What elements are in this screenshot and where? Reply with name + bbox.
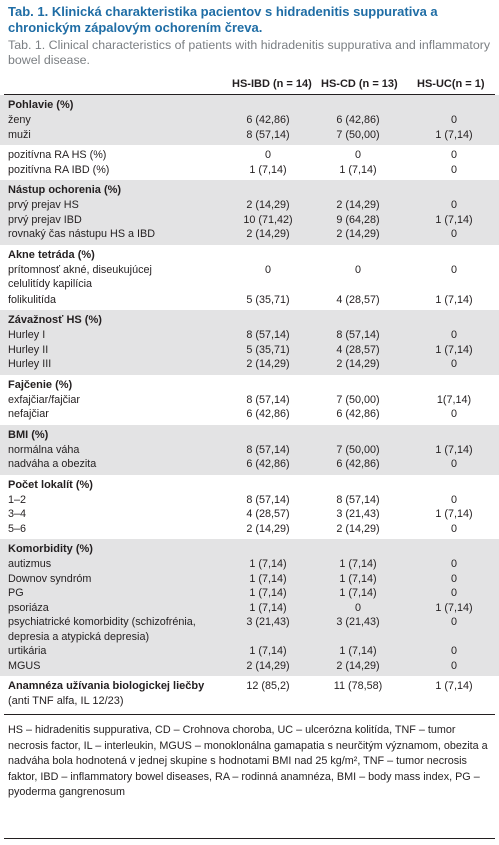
cell-hs-uc: 0 — [450, 458, 457, 470]
cell-hs-uc: 0 — [450, 408, 457, 420]
cell-hs-ibd: 6 (42,86) — [246, 408, 290, 420]
table-row — [0, 263, 499, 292]
row-label: pozitívna RA IBD (%) — [8, 163, 110, 176]
section-title: Počet lokalít (%) — [8, 478, 93, 491]
cell-hs-ibd: 2 (14,29) — [246, 659, 290, 672]
table-row — [0, 293, 499, 308]
cell-hs-uc: 1 (7,14) — [435, 213, 473, 226]
table-footnote: HS – hidradenitis suppurativa, CD – Crohnova choroba, UC – ulcerózna kolitída, TNF – tumor necrosis factor, IL – interleukin, MGUS – monoklonálna gamapatia s neurčitým významom, obezita a nadváha bola hodnotená v jednej skupine s hodnotami BMI nad 25 kg/m², TNF – tumor necrosis faktor, IBD – inflammatory bowel diseases, RA – rodinná anamnéza, BMI – body mass index, PG – pyoderma gangrenosum — [8, 724, 488, 798]
table-row — [0, 601, 499, 616]
row-label: folikulitída — [8, 293, 57, 306]
cell-hs-uc: 1 (7,14) — [435, 680, 473, 692]
cell-hs-uc: 0 — [450, 587, 457, 599]
cell-hs-uc: 1 (7,14) — [435, 343, 473, 356]
cell-hs-ibd: 8 (57,14) — [246, 443, 290, 456]
section-komorbidity — [0, 539, 499, 676]
cell-hs-ibd: 1 (7,14) — [249, 572, 287, 585]
section-title: Fajčenie (%) — [8, 378, 73, 391]
cell-hs-cd: 11 (78,58) — [333, 680, 383, 692]
row-label: nefajčiar — [8, 408, 49, 420]
section-title: Komorbidity (%) — [8, 543, 93, 555]
cell-hs-uc: 0 — [450, 149, 457, 161]
row-label: MGUS — [8, 659, 41, 672]
cell-hs-uc: 0 — [450, 163, 457, 176]
cell-hs-cd: 6 (42,86) — [336, 458, 380, 470]
table-row — [0, 343, 499, 358]
cell-hs-cd: 7 (50,00) — [336, 443, 380, 456]
cell-hs-cd: 4 (28,57) — [336, 343, 380, 356]
row-label: Hurley III — [8, 358, 52, 370]
row-label: 3–4 — [8, 508, 27, 520]
table-row — [0, 393, 499, 408]
table-row — [0, 522, 499, 537]
cell-hs-ibd: 2 (14,29) — [246, 228, 290, 240]
cell-hs-cd: 8 (57,14) — [336, 493, 380, 506]
section-nastup — [0, 180, 499, 245]
row-label: 1–2 — [8, 493, 27, 506]
cell-hs-ibd: 1 (7,14) — [249, 645, 287, 657]
table-row — [0, 148, 499, 163]
cell-hs-ibd: 4 (28,57) — [246, 508, 290, 520]
cell-hs-ibd: 8 (57,14) — [246, 128, 290, 141]
cell-hs-ibd: 2 (14,29) — [246, 358, 290, 370]
table-title-english: Tab. 1. Clinical characteristics of patients with hidradenitis suppurativa and inflammatory bowel disease. — [8, 38, 491, 67]
cell-hs-ibd: 12 (85,2) — [246, 680, 290, 692]
row-label: prvý prejav IBD — [8, 213, 82, 226]
table-row — [0, 586, 499, 601]
biologic-label-bold: Anamnéza užívania biologickej liečby — [8, 680, 205, 692]
cell-hs-ibd: 8 (57,14) — [246, 393, 290, 406]
section-title: Akne tetráda (%) — [8, 248, 95, 261]
cell-hs-ibd: 3 (21,43) — [246, 616, 290, 628]
cell-hs-uc: 0 — [450, 572, 457, 585]
cell-hs-ibd: 8 (57,14) — [246, 493, 290, 506]
cell-hs-ibd: 0 — [264, 263, 271, 276]
section-ra — [0, 145, 499, 180]
row-label: urtikária — [8, 645, 47, 657]
cell-hs-uc: 0 — [450, 493, 457, 506]
cell-hs-uc: 0 — [450, 329, 457, 341]
row-label: Hurley I — [8, 329, 46, 341]
cell-hs-cd: 4 (28,57) — [336, 293, 380, 306]
cell-hs-cd: 0 — [354, 149, 361, 161]
table-row — [0, 615, 499, 644]
row-label: normálna váha — [8, 443, 80, 456]
row-label: muži — [8, 128, 31, 141]
column-header-hs-ibd: HS-IBD (n = 14) — [232, 78, 312, 90]
cell-hs-cd: 1 (7,14) — [339, 572, 377, 585]
cell-hs-cd: 1 (7,14) — [339, 558, 377, 570]
row-label: Hurley II — [8, 343, 49, 356]
table-row — [0, 407, 499, 422]
section-zavaznost — [0, 310, 499, 375]
cell-hs-uc: 1 (7,14) — [435, 128, 473, 141]
row-label: PG — [8, 587, 24, 599]
table-row — [0, 493, 499, 508]
cell-hs-cd: 2 (14,29) — [336, 228, 380, 240]
cell-hs-cd: 0 — [354, 263, 361, 276]
cell-hs-ibd: 10 (71,42) — [243, 213, 293, 226]
section-pohlavie — [0, 95, 499, 145]
cell-hs-cd: 3 (21,43) — [336, 508, 380, 520]
row-label: psychiatrické komorbidity (schizofrénia, depresia a atypická depresia) — [8, 616, 196, 643]
section-bmi — [0, 425, 499, 475]
table-row — [0, 113, 499, 128]
row-label: ženy — [8, 114, 31, 126]
cell-hs-ibd: 0 — [264, 149, 271, 161]
cell-hs-ibd: 1 (7,14) — [249, 601, 287, 614]
section-akne — [0, 245, 499, 311]
cell-hs-uc: 1 (7,14) — [435, 293, 473, 306]
row-label: Downov syndróm — [8, 572, 92, 585]
section-biologic — [0, 676, 499, 711]
cell-hs-uc: 0 — [450, 114, 457, 126]
cell-hs-uc: 0 — [450, 263, 457, 276]
cell-hs-ibd: 5 (35,71) — [246, 343, 290, 356]
cell-hs-uc: 0 — [450, 522, 457, 535]
table-row — [0, 357, 499, 372]
table-row — [0, 644, 499, 659]
table-row — [0, 213, 499, 228]
cell-hs-uc: 0 — [450, 616, 457, 628]
table-row — [0, 163, 499, 178]
table-row — [0, 227, 499, 242]
cell-hs-ibd: 1 (7,14) — [249, 587, 287, 599]
row-label: pozitívna RA HS (%) — [8, 149, 107, 161]
cell-hs-ibd: 5 (35,71) — [246, 293, 290, 306]
cell-hs-cd: 1 (7,14) — [339, 645, 377, 657]
table-row — [0, 557, 499, 572]
cell-hs-cd: 9 (64,28) — [336, 213, 380, 226]
row-label: rovnaký čas nástupu HS a IBD — [8, 228, 156, 240]
cell-hs-uc: 1 (7,14) — [435, 508, 473, 520]
row-label: prítomnosť akné, diseukujúcej celulitídy kapilícia — [8, 263, 152, 290]
table-row — [0, 659, 499, 674]
data-table — [0, 95, 499, 711]
cell-hs-uc: 0 — [450, 228, 457, 240]
table-row — [0, 507, 499, 522]
table-row — [0, 128, 499, 143]
section-fajcenie — [0, 375, 499, 425]
cell-hs-uc: 1(7,14) — [436, 393, 472, 406]
cell-hs-cd: 8 (57,14) — [336, 329, 380, 341]
cell-hs-ibd: 8 (57,14) — [246, 329, 290, 341]
row-label — [0, 679, 226, 708]
cell-hs-cd: 2 (14,29) — [336, 358, 380, 370]
cell-hs-uc: 0 — [450, 358, 457, 370]
table-row — [0, 328, 499, 343]
cell-hs-cd: 2 (14,29) — [336, 659, 380, 672]
section-title: Pohlavie (%) — [8, 99, 74, 111]
table-row — [0, 457, 499, 472]
table-title-slovak: Tab. 1. Klinická charakteristika pacientov s hidradenitis suppurativa a chronickým zápalovým ochorením čreva. — [8, 4, 438, 35]
row-label: nadváha a obezita — [8, 458, 97, 470]
cell-hs-cd: 1 (7,14) — [339, 163, 377, 176]
section-title: Závažnosť HS (%) — [8, 314, 102, 326]
table-row — [0, 198, 499, 213]
bottom-rule — [4, 838, 495, 839]
cell-hs-ibd: 6 (42,86) — [246, 458, 290, 470]
cell-hs-uc: 1 (7,14) — [435, 443, 473, 456]
section-lokalit — [0, 475, 499, 540]
cell-hs-cd: 3 (21,43) — [336, 616, 380, 628]
row-label: autizmus — [8, 558, 52, 570]
cell-hs-uc: 0 — [450, 558, 457, 570]
cell-hs-cd: 7 (50,00) — [336, 128, 380, 141]
row-label: exfajčiar/fajčiar — [8, 393, 81, 406]
column-header-row — [0, 74, 499, 94]
cell-hs-ibd: 6 (42,86) — [246, 114, 290, 126]
section-title: BMI (%) — [8, 428, 49, 441]
table-row — [0, 572, 499, 587]
cell-hs-cd: 0 — [354, 601, 361, 614]
cell-hs-uc: 0 — [450, 659, 457, 672]
cell-hs-cd: 6 (42,86) — [336, 408, 380, 420]
table-row — [0, 443, 499, 458]
cell-hs-uc: 1 (7,14) — [435, 601, 473, 614]
cell-hs-cd: 7 (50,00) — [336, 393, 380, 406]
cell-hs-ibd: 1 (7,14) — [249, 558, 287, 570]
row-label: 5–6 — [8, 522, 27, 535]
column-header-hs-cd: HS-CD (n = 13) — [321, 78, 398, 90]
cell-hs-cd: 6 (42,86) — [336, 114, 380, 126]
row-label: prvý prejav HS — [8, 199, 79, 211]
table-row — [0, 679, 499, 708]
cell-hs-cd: 1 (7,14) — [339, 587, 377, 599]
cell-hs-cd: 2 (14,29) — [336, 199, 380, 211]
cell-hs-ibd: 2 (14,29) — [246, 522, 290, 535]
row-label: psoriáza — [8, 601, 49, 614]
section-title: Nástup ochorenia (%) — [8, 184, 122, 196]
biologic-label-plain: (anti TNF alfa, IL 12/23) — [8, 694, 124, 707]
cell-hs-ibd: 2 (14,29) — [246, 199, 290, 211]
cell-hs-uc: 0 — [450, 199, 457, 211]
cell-hs-ibd: 1 (7,14) — [249, 163, 287, 176]
cell-hs-cd: 2 (14,29) — [336, 522, 380, 535]
cell-hs-uc: 0 — [450, 645, 457, 657]
column-header-hs-uc: HS-UC(n = 1) — [417, 78, 485, 90]
